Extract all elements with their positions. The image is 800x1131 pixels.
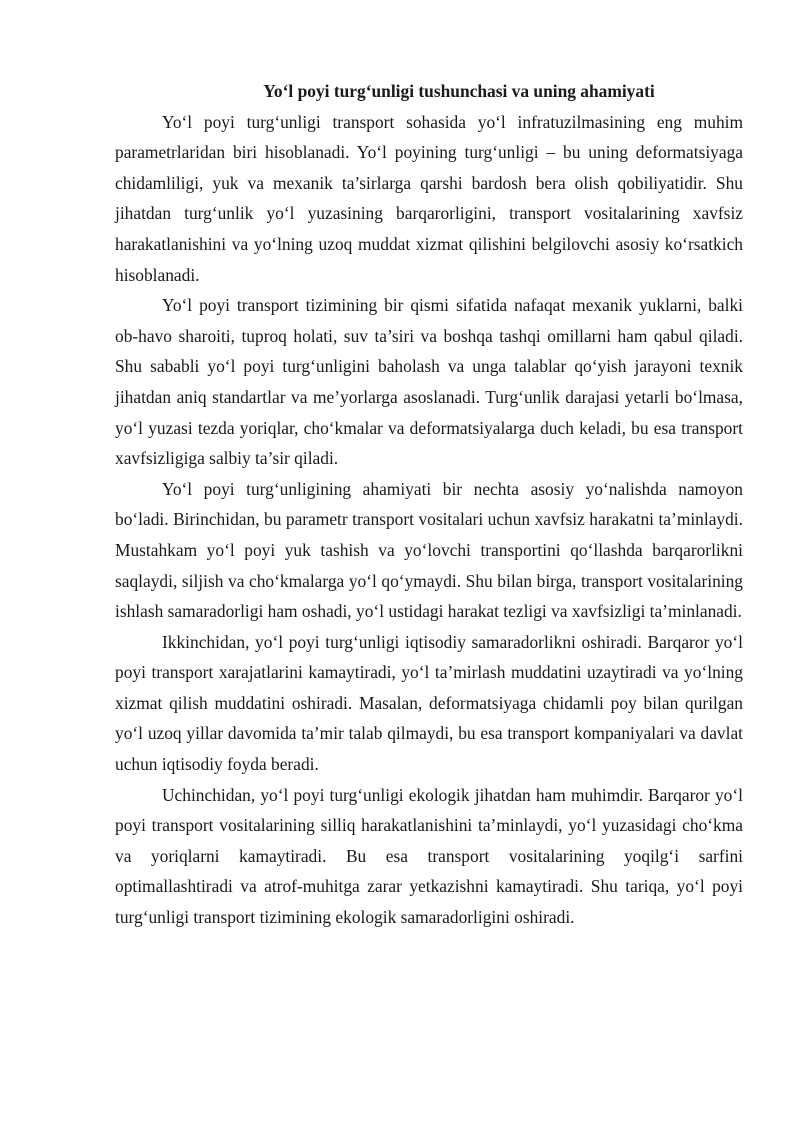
paragraph-5: Uchinchidan, yo‘l poyi turg‘unligi ekologik jihatdan ham muhimdir. Barqaror yo‘l poyi transport vositalarining silliq harakatlanishini ta’minlaydi, yo‘l yuzasidagi cho‘kma va yoriqlarni kamaytiradi. Bu esa transport vositalarining yoqilg‘i sarfini optimallashtiradi va atrof-muhitga zarar yetkazishni kamaytiradi. Shu tariqa, yo‘l poyi turg‘unligi transport tizimining ekologik samaradorligini oshiradi. bbox=[115, 784, 743, 928]
paragraph-2: Yo‘l poyi transport tizimining bir qismi sifatida nafaqat mexanik yuklarni, balki ob-havo sharoiti, tuproq holati, suv ta’siri va boshqa tashqi omillarni ham qabul qiladi. Shu sababli yo‘l poyi turg‘unligini baholash va unga talablar qo‘yish jarayoni texnik jihatdan aniq standartlar va me’yorlarga asoslanadi. Turg‘unlik darajasi yetarli bo‘lmasa, yo‘l yuzasi tezda yoriqlar, cho‘kmalar va deformatsiyalarga duch keladi, bu esa transport xavfsizligiga salbiy ta’sir qiladi. bbox=[115, 295, 743, 469]
paragraph-1: Yo‘l poyi turg‘unligi transport sohasida yo‘l infratuzilmasining eng muhim parametrlaridan biri hisoblanadi. Yo‘l poyining turg‘unligi – bu uning deformatsiyaga chidamliligi, yuk va mexanik ta’sirlarga qarshi bardosh bera olish qobiliyatidir. Shu jihatdan turg‘unlik yo‘l yuzasining barqarorligini, transport vositalarining xavfsiz harakatlanishini va yo‘lning uzoq muddat xizmat qilishini belgilovchi asosiy ko‘rsatkich hisoblanadi. bbox=[115, 111, 743, 285]
paragraph-3: Yo‘l poyi turg‘unligining ahamiyati bir nechta asosiy yo‘nalishda namoyon bo‘ladi. Birinchidan, bu parametr transport vositalari uchun xavfsiz harakatni ta’minlaydi. Mustahkam yo‘l poyi yuk tashish va yo‘lovchi transportini qo‘llashda barqarorlikni saqlaydi, siljish va cho‘kmalarga yo‘l qo‘ymaydi. Shu bilan birga, transport vositalarining ishlash samaradorligi ham oshadi, yo‘l ustidagi harakat tezligi va xavfsizligi ta’minlanadi. bbox=[115, 478, 743, 622]
document-title: Yo‘l poyi turg‘unligi tushunchasi va uning ahamiyati bbox=[263, 81, 655, 101]
paragraph-4: Ikkinchidan, yo‘l poyi turg‘unligi iqtisodiy samaradorlikni oshiradi. Barqaror yo‘l poyi transport xarajatlarini kamaytiradi, yo‘l ta’mirlash muddatini uzaytiradi va yo‘lning xizmat qilish muddatini oshiradi. Masalan, deformatsiyaga chidamli poy bilan qurilgan yo‘l uzoq yillar davomida ta’mir talab qilmaydi, bu esa transport kompaniyalari va davlat uchun iqtisodiy foyda beradi. bbox=[115, 631, 743, 775]
